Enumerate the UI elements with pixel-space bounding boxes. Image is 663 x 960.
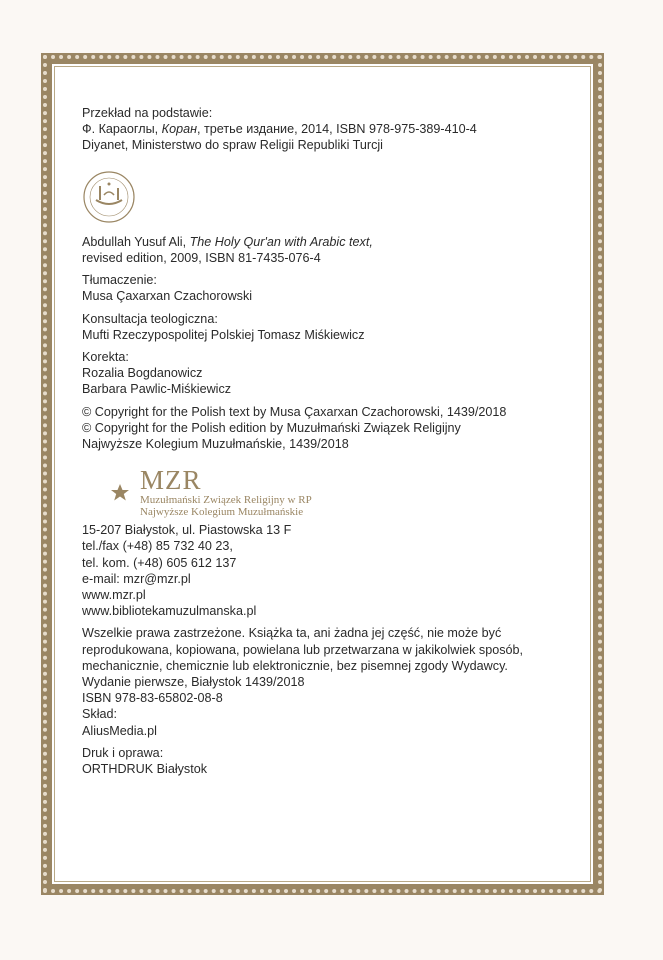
source-karaoglu (82, 121, 552, 137)
crescent-star-icon (82, 466, 138, 518)
proofreader-name: Barbara Pawlic-Miśkiewicz (82, 382, 232, 397)
contact-block (82, 522, 552, 619)
source-block (82, 105, 552, 154)
diyanet-seal-logo (82, 170, 136, 224)
translation-block (82, 272, 552, 304)
yusuf-ali-author: Abdullah Yusuf Ali, (82, 234, 190, 249)
contact-website: www.mzr.pl (82, 588, 146, 603)
karaoglu-title: Коран (161, 122, 198, 137)
copyright-line: © Copyright for the Polish text by Musa Çaxarxan Czachorowski, 1439/2018 (82, 404, 507, 419)
source-intro: Przekład na podstawie: (82, 106, 213, 120)
printing-value: ORTHDRUK Białystok (82, 762, 208, 777)
proofreading-label: Korekta: (82, 350, 129, 365)
yusuf-ali-block (82, 234, 552, 266)
copyright-line: © Copyright for the Polish edition by Muzułmański Związek Religijny (82, 420, 461, 435)
contact-email: e-mail: mzr@mzr.pl (82, 571, 191, 586)
translation-label: Tłumaczenie: (82, 273, 157, 288)
printing-label: Druk i oprawa: (82, 745, 164, 760)
typesetting-value: AliusMedia.pl (82, 723, 157, 738)
printing-block (82, 745, 552, 777)
copyright-block (82, 404, 552, 453)
mzr-full-name: Muzułmański Związek Religijny w RP (140, 494, 312, 507)
rights-notice: Wszelkie prawa zastrzeżone. Książka ta, ani żadna jej część, nie może być reprodukowana, kopiowana, powielana lub przetwarzana w jakikolwiek sposób, mechanicznie, chemicznie lub elektronicznie, bez pisemnej zgody Wydawcy. (82, 626, 524, 673)
copyright-line: Najwyższe Kolegium Muzułmańskie, 1439/2018 (82, 437, 349, 452)
karaoglu-details: , третье издание, 2014, ISBN 978-975-389-410-4 (197, 122, 477, 137)
translator-name: Musa Çaxarxan Czachorowski (82, 289, 253, 304)
mzr-abbreviation: MZR (140, 465, 202, 496)
contact-mobile: tel. kom. (+48) 605 612 137 (82, 555, 237, 570)
contact-address: 15-207 Białystok, ul. Piastowska 13 F (82, 523, 292, 538)
consultation-label: Konsultacja teologiczna: (82, 311, 218, 326)
proofreader-name: Rozalia Bogdanowicz (82, 366, 203, 381)
contact-phone: tel./fax (+48) 85 732 40 23, (82, 539, 233, 554)
isbn: ISBN 978-83-65802-08-8 (82, 691, 223, 706)
typesetting-block (82, 706, 552, 738)
mzr-logo-text (140, 466, 312, 518)
edition-info: Wydanie pierwsze, Białystok 1439/2018 (82, 675, 305, 690)
typesetting-label: Skład: (82, 707, 118, 722)
imprint-page (82, 105, 552, 783)
contact-website: www.bibliotekamuzulmanska.pl (82, 604, 257, 619)
yusuf-ali-title: The Holy Qur'an with Arabic text, (189, 234, 373, 249)
karaoglu-author: Ф. Караоглы, (82, 122, 162, 137)
consultation-block (82, 311, 552, 343)
yusuf-ali-line (82, 234, 552, 250)
consultant-name: Mufti Rzeczypospolitej Polskiej Tomasz Miśkiewicz (82, 327, 365, 342)
mzr-logo (82, 466, 552, 518)
mzr-subtitle: Najwyższe Kolegium Muzułmańskie (140, 506, 304, 519)
proofreading-block (82, 349, 552, 398)
source-diyanet: Diyanet, Ministerstwo do spraw Religii Republiki Turcji (82, 138, 383, 153)
yusuf-ali-edition: revised edition, 2009, ISBN 81-7435-076-4 (82, 251, 321, 266)
